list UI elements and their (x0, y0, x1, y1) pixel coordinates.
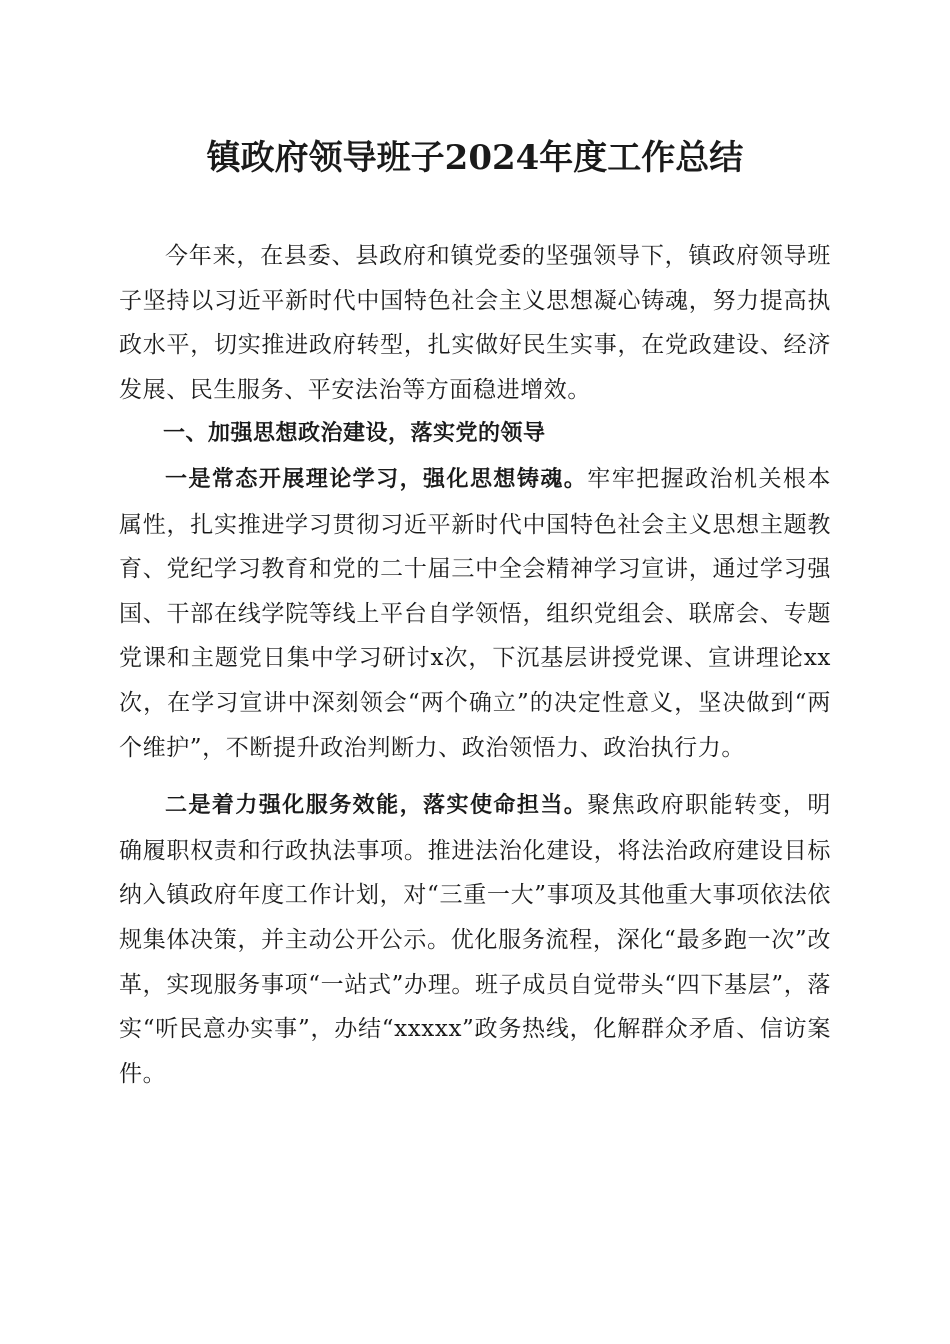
paragraph-service-efficiency (119, 783, 831, 1096)
document-title: 镇政府领导班子2024年度工作总结 (206, 138, 744, 178)
document-body (119, 234, 831, 1096)
section-heading-1: 一、加强思想政治建设，落实党的领导 (163, 421, 546, 447)
paragraph-lead: 二是着力强化服务效能，落实使命担当。 (165, 793, 588, 819)
intro-paragraph: 今年来，在县委、县政府和镇党委的坚强领导下，镇政府领导班子坚持以习近平新时代中国特色社会主义思想凝心铸魂，努力提高执政水平，切实推进政府转型，扎实做好民生实事，在党政建设、经济发展、民生服务、平安法治等方面稳进增效。 (119, 243, 831, 403)
paragraph-lead: 一是常态开展理论学习，强化思想铸魂。 (165, 466, 588, 492)
paragraph-theory-study (119, 457, 831, 770)
paragraph-text: 聚焦政府职能转变，明确履职权责和行政执法事项。推进法治化建设，将法治政府建设目标纳入镇政府年度工作计划，对“三重一大”事项及其他重大事项依法依规集体决策，并主动公开公示。优化服务流程，深化“最多跑一次”改革，实现服务事项“一站式”办理。班子成员自觉带头“四下基层”，落实“听民意办实事”，办结“xxxxx”政务热线，化解群众矛盾、信访案件。 (119, 792, 831, 1087)
paragraph-text: 牢牢把握政治机关根本属性，扎实推进学习贯彻习近平新时代中国特色社会主义思想主题教育、党纪学习教育和党的二十届三中全会精神学习宣讲，通过学习强国、干部在线学院等线上平台自学领悟，组织党组会、联席会、专题党课和主题党日集中学习研讨x次，下沉基层讲授党课、宣讲理论xx次，在学习宣讲中深刻领会“两个确立”的决定性意义，坚决做到“两个维护”，不断提升政治判断力、政治领悟力、政治执行力。 (119, 465, 831, 761)
